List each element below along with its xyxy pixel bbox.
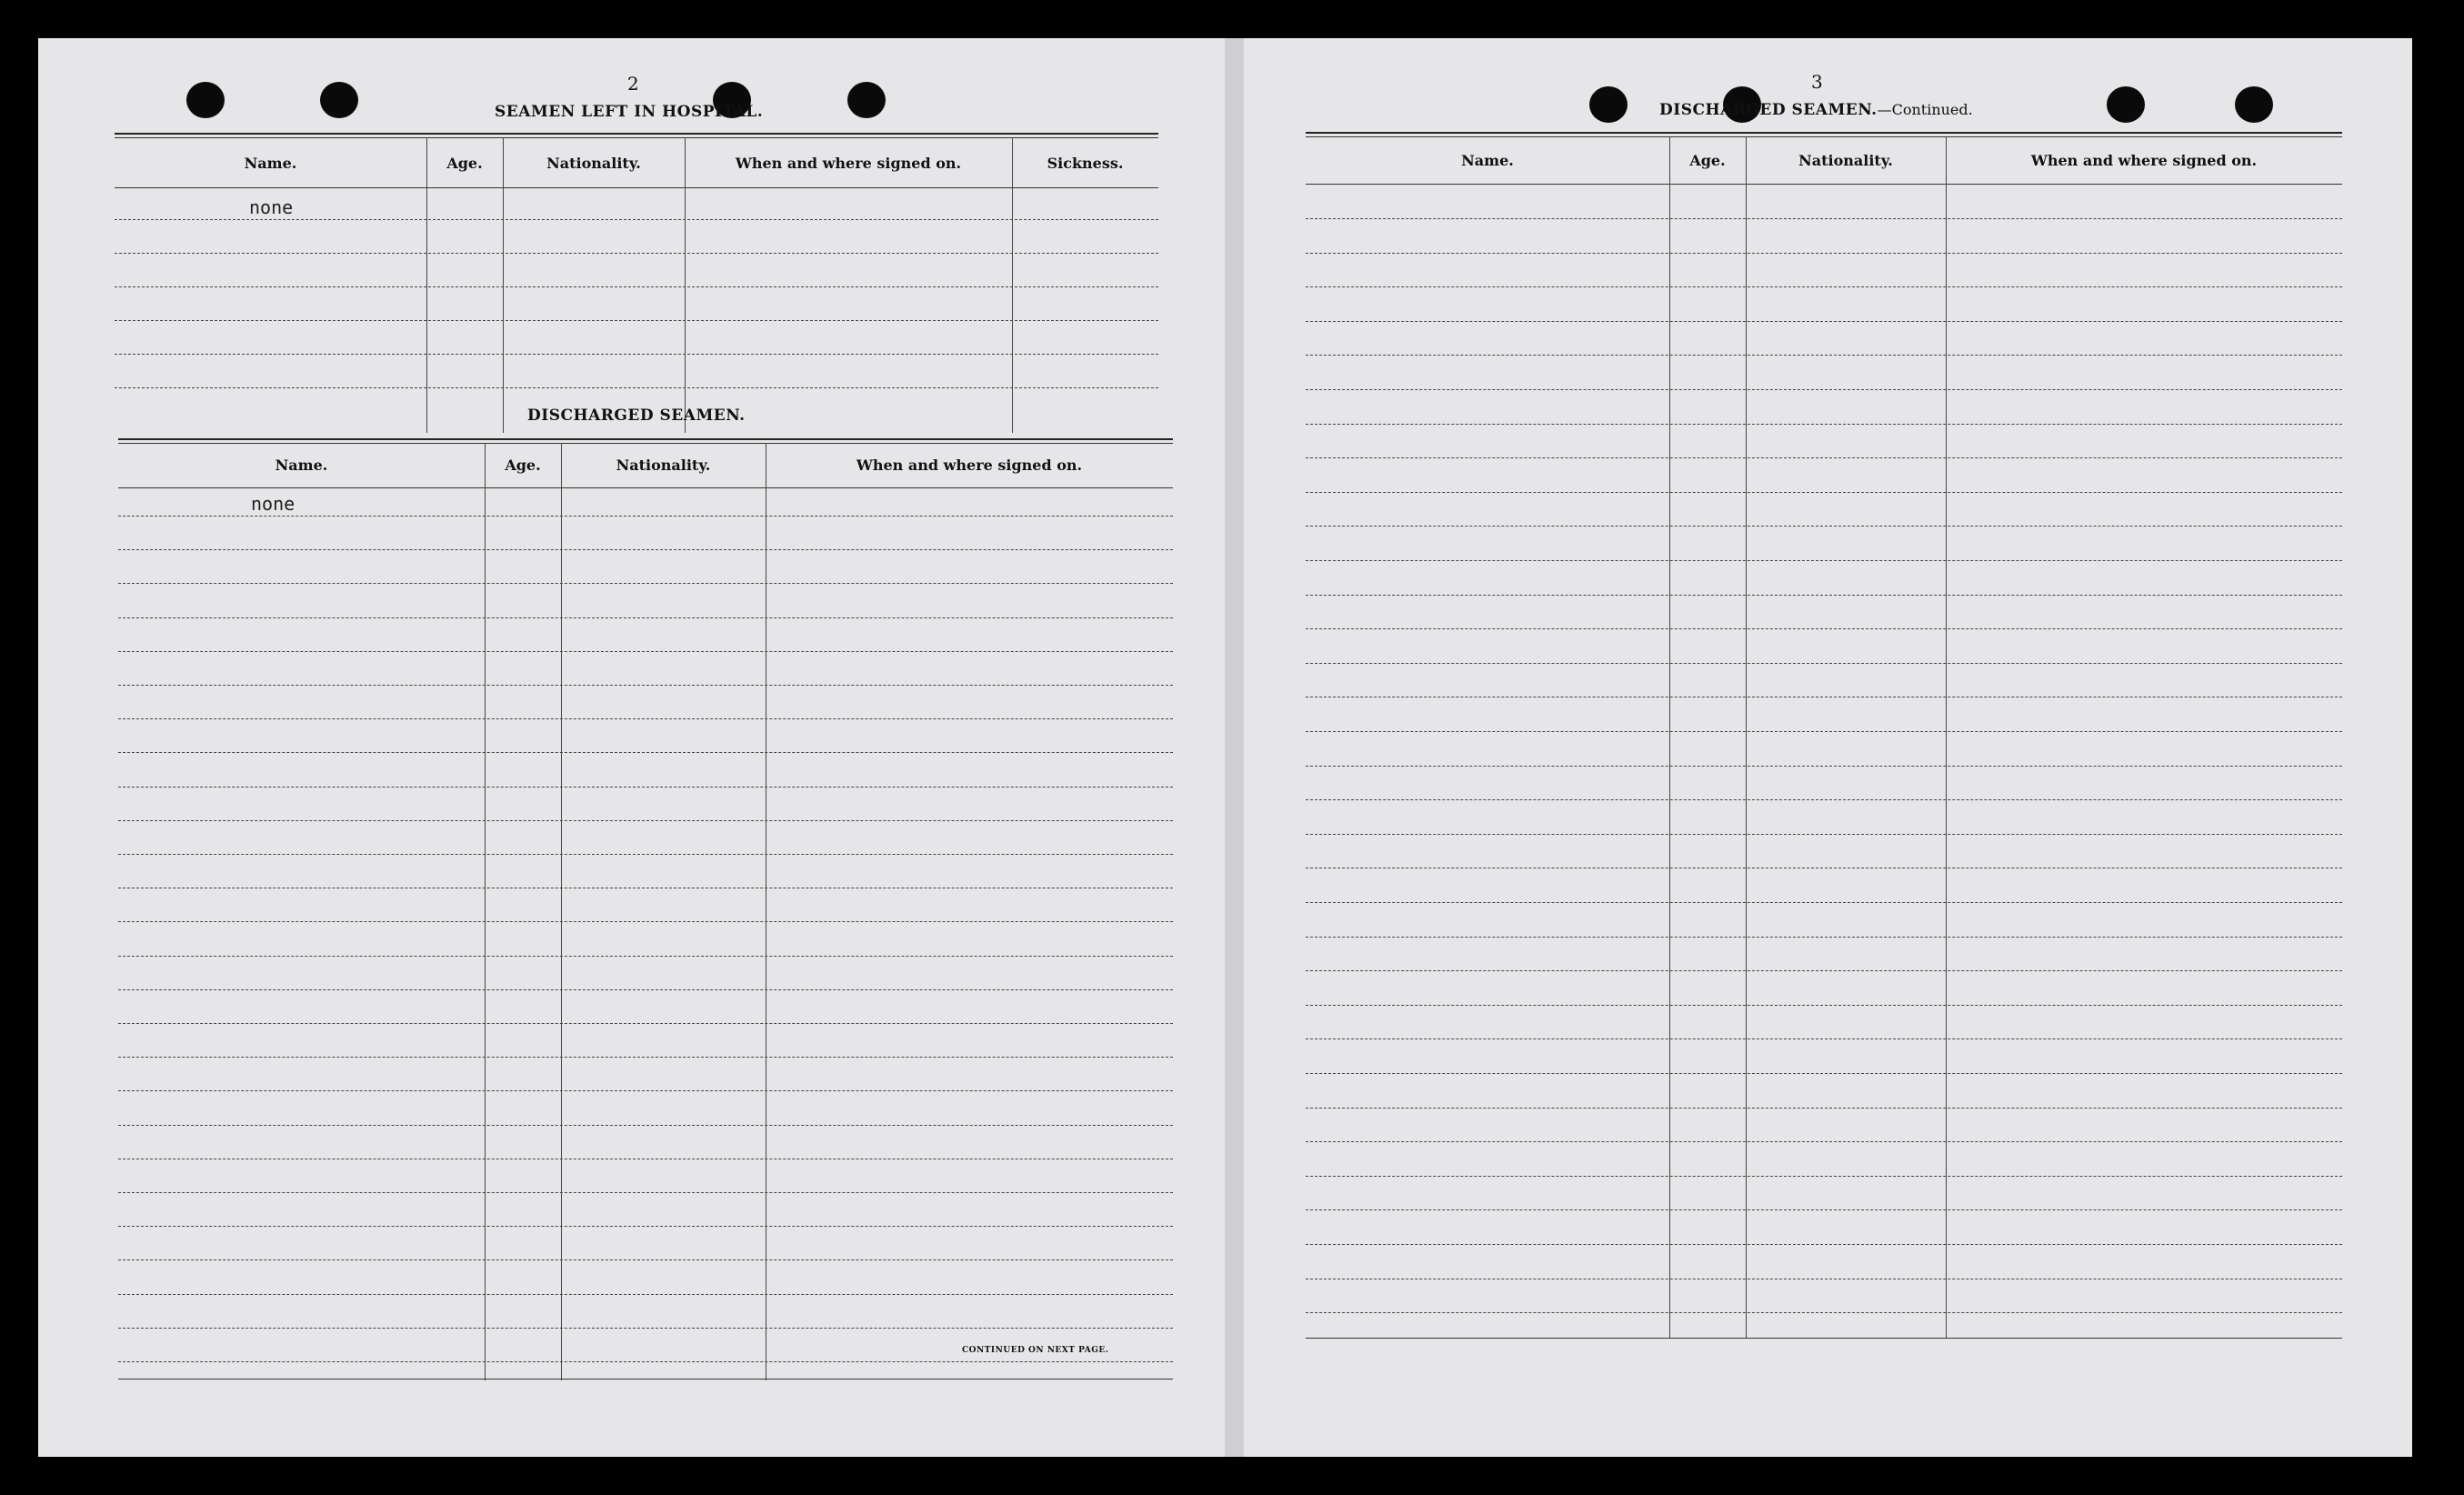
ruled-line — [1306, 766, 2342, 767]
discharged-table — [118, 438, 1173, 1380]
ruled-line — [118, 1090, 1173, 1091]
binding-gutter — [1225, 38, 1244, 1457]
col-header-age: Age. — [1689, 152, 1726, 169]
ruled-line — [1306, 628, 2342, 629]
punch-hole — [2107, 86, 2145, 123]
col-header-age: Age. — [505, 457, 541, 474]
page-number: 2 — [627, 73, 639, 95]
handwritten-entry: none — [251, 493, 295, 515]
ruled-line — [1306, 253, 2342, 254]
col-header-signed-on: When and where signed on. — [735, 155, 962, 172]
ruled-line — [115, 253, 1158, 254]
ruled-line — [1306, 1073, 2342, 1074]
col-header-name: Name. — [275, 457, 328, 474]
ruled-line — [118, 1328, 1173, 1329]
ruled-line — [1306, 1005, 2342, 1006]
ruled-line — [1306, 663, 2342, 664]
col-header-name: Name. — [244, 155, 297, 172]
col-header-nationality: Nationality. — [1798, 152, 1893, 169]
ruled-line — [118, 989, 1173, 990]
ruled-line — [118, 1192, 1173, 1193]
ruled-line — [1306, 389, 2342, 390]
ruled-line — [118, 1361, 1173, 1362]
ruled-line — [115, 387, 1158, 388]
discharged-continued-title: DISCHARGED SEAMEN.—Continued. — [1659, 101, 1973, 119]
ruled-line — [1306, 595, 2342, 596]
ruled-line — [118, 718, 1173, 719]
ruled-line — [118, 685, 1173, 686]
ruled-line — [1306, 457, 2342, 458]
ruled-line — [115, 219, 1158, 220]
ruled-line — [1306, 355, 2342, 356]
page-footer: CONTINUED ON NEXT PAGE. — [962, 1346, 1109, 1355]
ruled-line — [1306, 902, 2342, 903]
ruled-line — [1306, 218, 2342, 219]
ruled-line — [1306, 492, 2342, 493]
ruled-line — [1306, 799, 2342, 800]
ruled-line — [118, 516, 1173, 517]
ruled-line — [1306, 1209, 2342, 1210]
page-number: 3 — [1811, 71, 1823, 93]
ruled-line — [118, 617, 1173, 618]
col-header-nationality: Nationality. — [616, 457, 711, 474]
ruled-line — [1306, 1312, 2342, 1313]
ruled-line — [1306, 526, 2342, 527]
ruled-line — [115, 320, 1158, 321]
hospital-table — [115, 133, 1158, 433]
col-header-signed-on: When and where signed on. — [2030, 152, 2258, 169]
handwritten-entry: none — [249, 196, 294, 218]
discharged-section-title: DISCHARGED SEAMEN. — [527, 406, 746, 425]
ruled-line — [118, 583, 1173, 584]
col-header-signed-on: When and where signed on. — [856, 457, 1083, 474]
col-header-age: Age. — [446, 155, 483, 172]
punch-hole — [1589, 86, 1628, 123]
ruled-line — [118, 1294, 1173, 1295]
ruled-line — [118, 1259, 1173, 1260]
continued-label: —Continued. — [1877, 101, 1973, 118]
ruled-line — [1306, 560, 2342, 561]
col-header-nationality: Nationality. — [546, 155, 641, 172]
ruled-line — [1306, 1176, 2342, 1177]
punch-hole — [320, 82, 358, 118]
ruled-line — [1306, 1038, 2342, 1039]
ruled-line — [118, 549, 1173, 550]
ruled-line — [1306, 970, 2342, 971]
ruled-line — [118, 956, 1173, 957]
ruled-line — [1306, 1244, 2342, 1245]
ruled-line — [118, 787, 1173, 788]
ruled-line — [118, 921, 1173, 922]
right-page — [1244, 38, 2412, 1457]
ruled-line — [1306, 1108, 2342, 1109]
ruled-line — [118, 1057, 1173, 1058]
ruled-line — [1306, 286, 2342, 287]
hospital-section-title: SEAMEN LEFT IN HOSPITAL. — [495, 103, 764, 121]
ruled-line — [1306, 1141, 2342, 1142]
punch-hole — [847, 82, 886, 118]
ruled-line — [118, 1023, 1173, 1024]
left-page — [38, 38, 1225, 1457]
punch-hole — [2235, 86, 2273, 123]
ruled-line — [118, 820, 1173, 821]
ruled-line — [118, 752, 1173, 753]
col-header-sickness: Sickness. — [1047, 155, 1124, 172]
ruled-line — [1306, 424, 2342, 425]
ruled-line — [118, 1226, 1173, 1227]
ruled-line — [115, 286, 1158, 287]
ruled-line — [1306, 834, 2342, 835]
ruled-line — [118, 854, 1173, 855]
discharged-continued-table — [1306, 132, 2342, 1339]
ruled-line — [1306, 731, 2342, 732]
ruled-line — [1306, 321, 2342, 322]
ruled-line — [118, 1125, 1173, 1126]
col-header-name: Name. — [1461, 152, 1514, 169]
ruled-line — [115, 354, 1158, 355]
punch-hole — [186, 82, 225, 118]
ruled-line — [1306, 937, 2342, 938]
ruled-line — [118, 651, 1173, 652]
